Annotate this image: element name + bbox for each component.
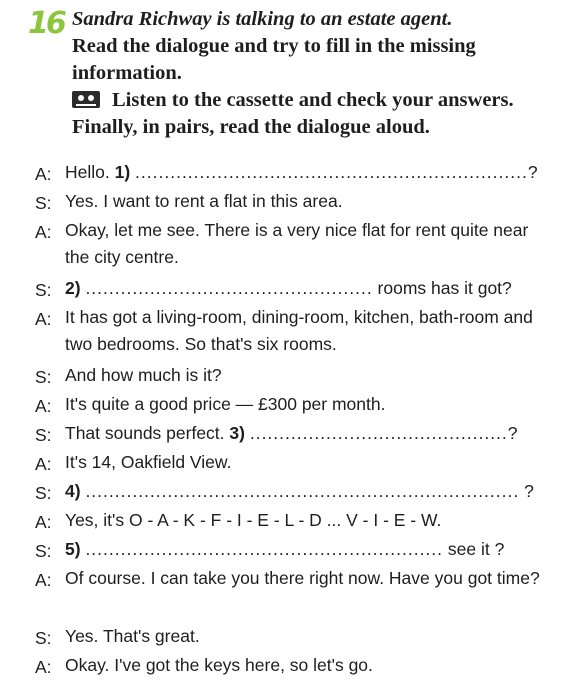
line-suffix: see it ?: [443, 539, 505, 559]
instruction-line-2: Read the dialogue and try to fill in the missing: [72, 35, 476, 57]
exercise-header: [0, 0, 575, 160]
speaker-label: S:: [35, 280, 52, 300]
line-suffix: ?: [519, 481, 534, 501]
gap-number: 2): [65, 278, 81, 298]
dialogue-text: [65, 158, 555, 187]
dialogue-text: And how much is it?: [65, 365, 222, 385]
dialogue-line: [0, 160, 575, 189]
line-prefix: That sounds perfect.: [65, 423, 230, 443]
line-suffix: ?: [507, 423, 518, 443]
speaker-label: A:: [35, 396, 52, 416]
speaker-label: A:: [35, 512, 52, 532]
dialogue-line: [0, 276, 575, 305]
dialogue-text: It's quite a good price — £300 per month.: [65, 394, 386, 414]
dialogue-line: [0, 624, 575, 653]
gap-number: 5): [65, 539, 81, 559]
instruction-line-3: information.: [72, 62, 182, 84]
dialogue-line: [0, 508, 575, 537]
speaker-label: S:: [35, 541, 52, 561]
gap-number: 4): [65, 481, 81, 501]
dialogue-text: Of course. I can take you there right now. Have you got time?: [65, 568, 540, 588]
answer-gap: .................................................: [85, 278, 373, 298]
cassette-icon: [72, 91, 100, 108]
dialogue-text: [65, 274, 555, 303]
gap-number: 3): [229, 423, 245, 443]
dialogue-text: It has got a living-room, dining-room, kitchen, bath-room and two bedrooms. So that's six rooms.: [65, 307, 533, 354]
speaker-label: S:: [35, 628, 52, 648]
dialogue-line: [0, 421, 575, 450]
speaker-label: S:: [35, 193, 52, 213]
speaker-label: A:: [35, 570, 52, 590]
exercise-number: 16: [28, 6, 64, 41]
dialogue-text: [65, 477, 555, 506]
dialogue-line: [0, 537, 575, 566]
answer-gap: ............................................: [249, 423, 508, 443]
dialogue-text: Okay. I've got the keys here, so let's go.: [65, 655, 373, 675]
speaker-label: A:: [35, 222, 52, 242]
speaker-label: A:: [35, 309, 52, 329]
speaker-label: A:: [35, 164, 52, 184]
instruction-line-5: Finally, in pairs, read the dialogue aloud.: [72, 116, 430, 138]
speaker-label: S:: [35, 367, 52, 387]
instruction-line-1: Sandra Richway is talking to an estate agent.: [72, 8, 453, 30]
dialogue-text: Okay, let me see. There is a very nice flat for rent quite near the city centre.: [65, 220, 529, 267]
dialogue-text: [65, 419, 555, 448]
dialogue-line: [0, 305, 575, 363]
exercise-instructions: [72, 6, 567, 141]
answer-gap: .............................................................: [85, 539, 444, 559]
dialogue-line: [0, 218, 575, 276]
dialogue-text: It's 14, Oakfield View.: [65, 452, 232, 472]
dialogue: [0, 160, 575, 682]
speaker-label: S:: [35, 483, 52, 503]
instruction-line-4: [72, 87, 567, 114]
dialogue-line: [0, 392, 575, 421]
speaker-label: A:: [35, 657, 52, 677]
line-suffix: ?: [527, 162, 538, 182]
dialogue-text: Yes. That's great.: [65, 626, 200, 646]
dialogue-line: [0, 479, 575, 508]
speaker-label: A:: [35, 454, 52, 474]
answer-gap: ..........................................................................: [85, 481, 520, 501]
dialogue-text: [65, 535, 555, 564]
dialogue-line: [0, 566, 575, 624]
dialogue-text: Yes. I want to rent a flat in this area.: [65, 191, 343, 211]
line-prefix: Hello.: [65, 162, 115, 182]
instruction-line-4-text: Listen to the cassette and check your answers.: [112, 89, 514, 111]
dialogue-line: [0, 363, 575, 392]
speaker-label: S:: [35, 425, 52, 445]
dialogue-line: [0, 450, 575, 479]
line-suffix: rooms has it got?: [372, 278, 512, 298]
dialogue-line: [0, 189, 575, 218]
dialogue-text: Yes, it's O - A - K - F - I - E - L - D ... V - I - E - W.: [65, 510, 442, 530]
answer-gap: ...................................................................: [135, 162, 528, 182]
dialogue-line: [0, 653, 575, 682]
gap-number: 1): [114, 162, 131, 182]
